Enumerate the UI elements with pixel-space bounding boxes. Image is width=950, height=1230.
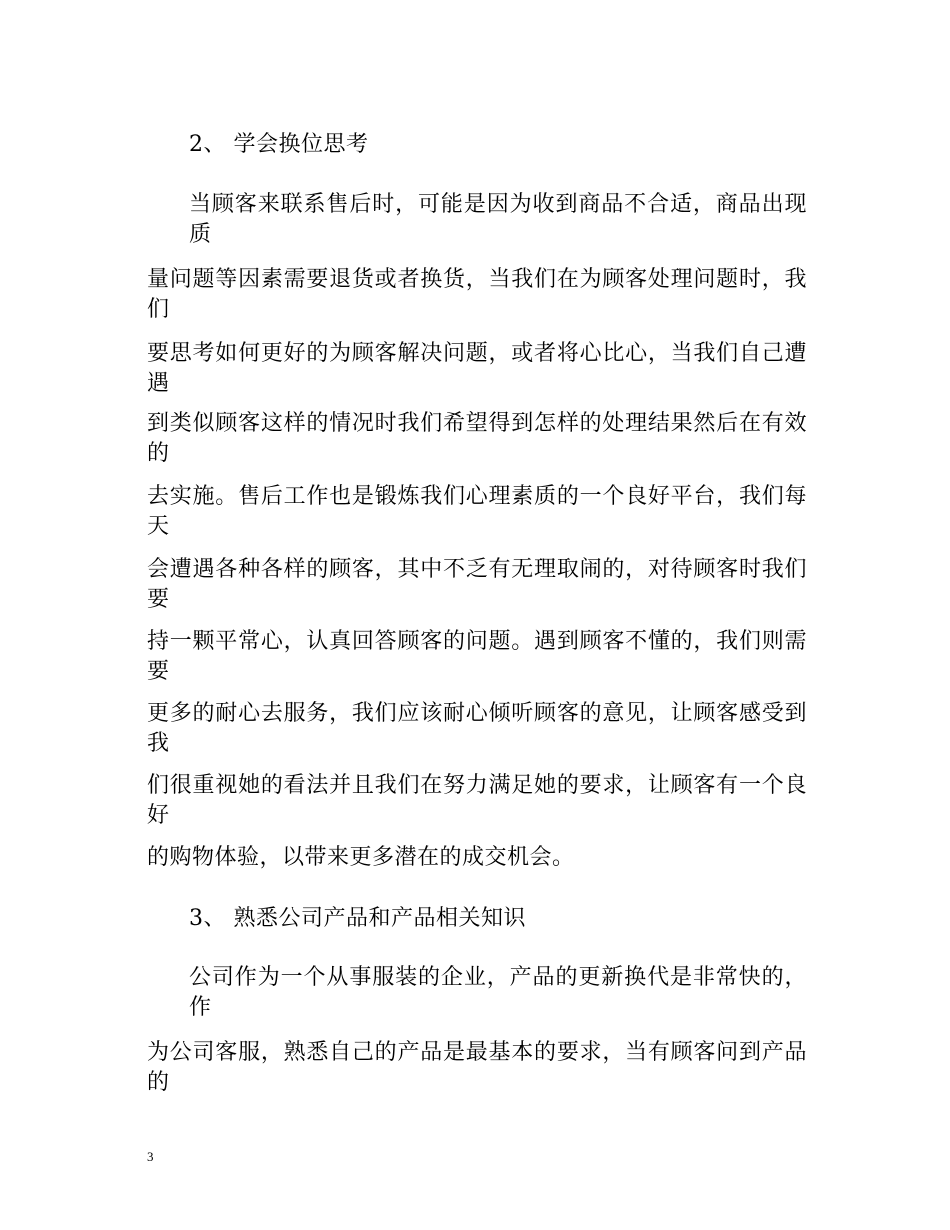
paragraph-line: 持一颗平常心，认真回答顾客的问题。遇到顾客不懂的，我们则需要 [147,629,807,684]
page-number: 3 [147,1149,154,1164]
paragraph-line: 当顾客来联系售后时，可能是因为收到商品不合适，商品出现质 [189,192,807,247]
paragraph-line: 到类似顾客这样的情况时我们希望得到怎样的处理结果然后在有效的 [147,411,807,466]
paragraph-line: 会遭遇各种各样的顾客，其中不乏有无理取闹的，对待顾客时我们要 [147,557,807,612]
paragraph-line: 们很重视她的看法并且我们在努力满足她的要求，让顾客有一个良好 [147,773,807,828]
paragraph-line: 公司作为一个从事服装的企业，产品的更新换代是非常快的，作 [189,965,807,1020]
paragraph-line: 去实施。售后工作也是锻炼我们心理素质的一个良好平台，我们每天 [147,484,807,539]
section-heading-3: 3、 熟悉公司产品和产品相关知识 [189,906,526,931]
paragraph-line: 要思考如何更好的为顾客解决问题，或者将心比心，当我们自己遭遇 [147,341,807,396]
paragraph-line: 为公司客服，熟悉自己的产品是最基本的要求，当有顾客问到产品的 [147,1040,807,1095]
section-heading-2: 2、 学会换位思考 [189,132,369,157]
paragraph-line: 的购物体验，以带来更多潜在的成交机会。 [147,845,575,870]
paragraph-line: 量问题等因素需要退货或者换货，当我们在为顾客处理问题时，我们 [147,267,807,322]
paragraph-line: 更多的耐心去服务，我们应该耐心倾听顾客的意见，让顾客感受到我 [147,701,807,756]
